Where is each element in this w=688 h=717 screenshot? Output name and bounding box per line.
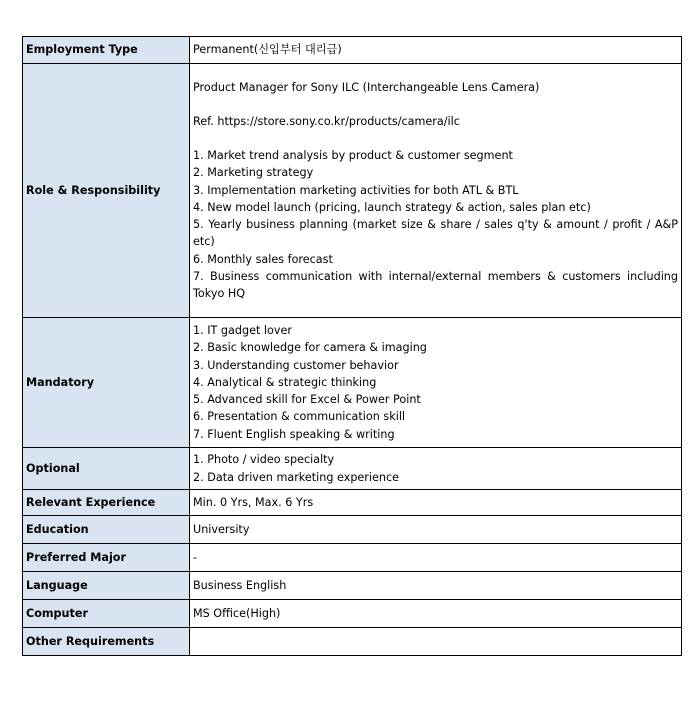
- row-role-responsibility: [23, 64, 682, 318]
- value-mandatory: [190, 318, 682, 448]
- row-optional: [23, 448, 682, 490]
- row-education: [23, 516, 682, 544]
- role-item: 3. Implementation marketing activities for both ATL & BTL: [193, 183, 519, 197]
- role-item: 2. Marketing strategy: [193, 166, 314, 180]
- value-relevant-experience: Min. 0 Yrs, Max. 6 Yrs: [190, 490, 682, 516]
- role-reference: Ref. https://store.sony.co.kr/products/camera/ilc: [193, 115, 460, 129]
- mandatory-item: 3. Understanding customer behavior: [193, 358, 399, 372]
- mandatory-item: 2. Basic knowledge for camera & imaging: [193, 341, 427, 355]
- value-language: Business English: [190, 572, 682, 600]
- role-item: 5. Yearly business planning (market size & share / sales q'ty & amount / profit / A&P etc): [193, 218, 678, 249]
- value-other-requirements: [190, 628, 682, 656]
- mandatory-item: 4. Analytical & strategic thinking: [193, 375, 377, 389]
- value-preferred-major: -: [190, 544, 682, 572]
- value-employment-type: Permanent(신입부터 대리급): [190, 37, 682, 64]
- role-item: 6. Monthly sales forecast: [193, 252, 333, 266]
- job-description-table: [22, 36, 682, 656]
- value-optional: [190, 448, 682, 490]
- optional-item: 2. Data driven marketing experience: [193, 470, 400, 484]
- row-employment-type: [23, 37, 682, 64]
- label-role-responsibility: Role & Responsibility: [23, 64, 190, 318]
- role-item: 1. Market trend analysis by product & customer segment: [193, 149, 513, 163]
- row-mandatory: [23, 318, 682, 448]
- role-intro: Product Manager for Sony ILC (Interchangeable Lens Camera): [193, 80, 540, 94]
- row-preferred-major: [23, 544, 682, 572]
- label-other-requirements: Other Requirements: [23, 628, 190, 656]
- row-other-requirements: [23, 628, 682, 656]
- mandatory-item: 5. Advanced skill for Excel & Power Point: [193, 393, 421, 407]
- value-role-responsibility: [190, 64, 682, 318]
- mandatory-item: 7. Fluent English speaking & writing: [193, 427, 395, 441]
- optional-item: 1. Photo / video specialty: [193, 453, 335, 467]
- row-relevant-experience: [23, 490, 682, 516]
- row-language: [23, 572, 682, 600]
- label-language: Language: [23, 572, 190, 600]
- label-preferred-major: Preferred Major: [23, 544, 190, 572]
- role-item: 7. Business communication with internal/external members & customers including Tokyo HQ: [193, 269, 678, 300]
- label-computer: Computer: [23, 600, 190, 628]
- mandatory-item: 6. Presentation & communication skill: [193, 410, 406, 424]
- label-optional: Optional: [23, 448, 190, 490]
- label-relevant-experience: Relevant Experience: [23, 490, 190, 516]
- row-computer: [23, 600, 682, 628]
- mandatory-item: 1. IT gadget lover: [193, 324, 292, 338]
- label-employment-type: Employment Type: [23, 37, 190, 64]
- role-item: 4. New model launch (pricing, launch strategy & action, sales plan etc): [193, 200, 591, 214]
- value-education: University: [190, 516, 682, 544]
- value-computer: MS Office(High): [190, 600, 682, 628]
- label-education: Education: [23, 516, 190, 544]
- label-mandatory: Mandatory: [23, 318, 190, 448]
